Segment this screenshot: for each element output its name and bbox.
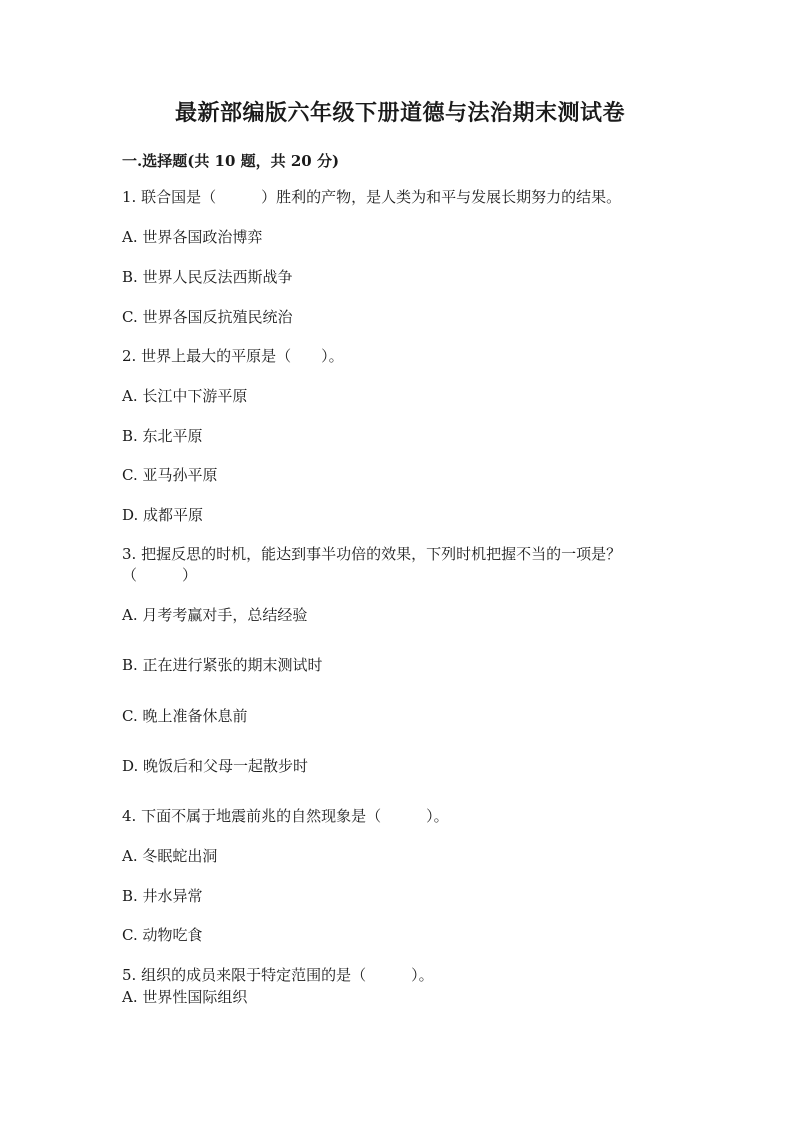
question-1-option-c: C. 世界各国反抗殖民统治 [122, 308, 293, 326]
question-3-option-b: B. 正在进行紧张的期末测试时 [122, 656, 323, 674]
question-3-stem: 3. 把握反思的时机，能达到事半功倍的效果，下列时机把握不当的一项是？ [122, 545, 622, 563]
question-4-option-c: C. 动物吃食 [122, 926, 203, 944]
question-2-option-b: B. 东北平原 [122, 427, 203, 445]
page-title: 最新部编版六年级下册道德与法治期末测试卷 [174, 100, 625, 126]
section-heading: 一.选择题(共 10 题，共 20 分) [122, 152, 340, 170]
question-2-option-a: A. 长江中下游平原 [122, 387, 248, 405]
question-1-option-a: A. 世界各国政治博弈 [122, 228, 263, 246]
question-3-option-c: C. 晚上准备休息前 [122, 707, 248, 725]
question-4-option-b: B. 井水异常 [122, 887, 203, 905]
question-2-option-c: C. 亚马孙平原 [122, 466, 218, 484]
question-3-option-d: D. 晚饭后和父母一起散步时 [122, 757, 309, 775]
question-1-option-b: B. 世界人民反法西斯战争 [122, 268, 293, 286]
question-4-option-a: A. 冬眠蛇出洞 [122, 847, 218, 865]
question-3-stem-continued: （ ） [122, 566, 198, 584]
question-5-option-a: A. 世界性国际组织 [122, 988, 248, 1006]
question-2-stem: 2. 世界上最大的平原是（ ）。 [122, 347, 344, 365]
question-4-stem: 4. 下面不属于地震前兆的自然现象是（ ）。 [122, 807, 449, 825]
question-5-stem: 5. 组织的成员来限于特定范围的是（ ）。 [122, 966, 434, 984]
question-2-option-d: D. 成都平原 [122, 506, 204, 524]
question-3-option-a: A. 月考考赢对手，总结经验 [122, 606, 308, 624]
question-1-stem: 1. 联合国是（ ）胜利的产物，是人类为和平与发展长期努力的结果。 [122, 188, 622, 206]
